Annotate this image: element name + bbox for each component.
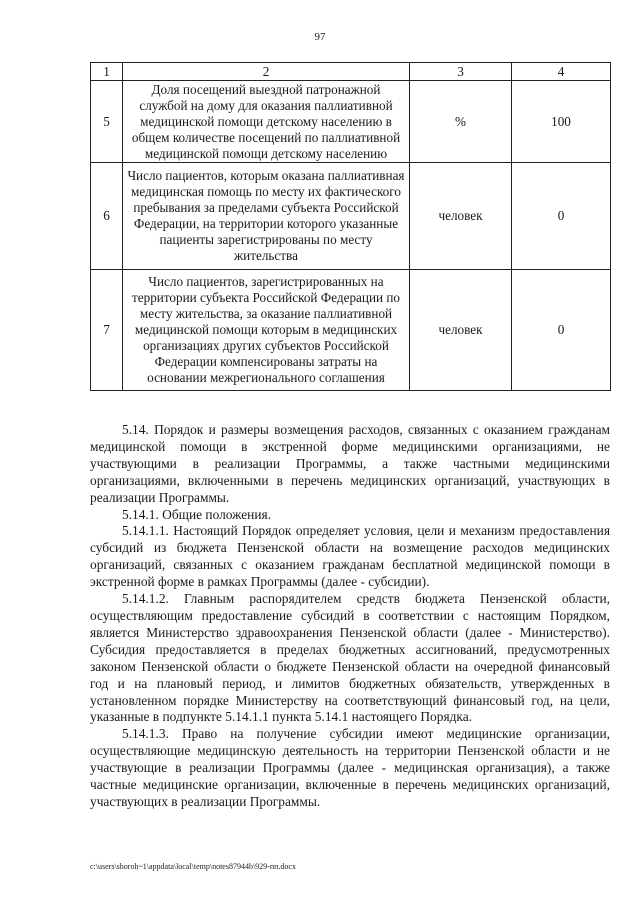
- row-unit: %: [410, 81, 512, 163]
- table-row: [91, 81, 611, 163]
- table-header-row: [91, 63, 611, 81]
- file-path-footer: c:\users\shoroh~1\appdata\local\temp\notes87944b\929-пп.docx: [90, 862, 296, 871]
- paragraph: 5.14.1.2. Главным распорядителем средств бюджета Пензенской области, осуществляющим предоставление субсидий в соответствии с настоящим Порядком, является Министерство здравоохранения Пензенской области (далее - Министерство). Субсидия предоставляется в пределах бюджетных ассигнований, предусмотренных законом Пензенской области о бюджете Пензенской области на очередной финансовый год и на плановый период, и лимитов бюджетных обязательств, утвержденных в установленном порядке Министерству на соответствующий финансовый год, на цели, указанные в подпункте 5.14.1.1 пункта 5.14.1 настоящего Порядка.: [90, 591, 610, 725]
- table-row: [91, 270, 611, 391]
- column-header: 2: [123, 63, 410, 81]
- row-description: Число пациентов, зарегистрированных на территории субъекта Российской Федерации по месту жительства, за оказание паллиативной медицинской помощи которым в медицинских организациях других субъектов Российской Федерации компенсированы затраты на основании межрегионального соглашения: [123, 270, 410, 391]
- column-header: 3: [410, 63, 512, 81]
- row-number: 6: [91, 163, 123, 270]
- paragraph: 5.14.1.1. Настоящий Порядок определяет условия, цели и механизм предоставления субсидий из бюджета Пензенской области на возмещение расходов медицинских организаций, связанных с оказанием гражданам бесплатной медицинской помощи в экстренной форме в рамках Программы (далее - субсидии).: [90, 523, 610, 590]
- indicators-table: [90, 62, 611, 391]
- table-row: [91, 163, 611, 270]
- row-value: 100: [512, 81, 611, 163]
- page-number: 97: [314, 31, 326, 43]
- paragraph: 5.14.1.3. Право на получение субсидии имеют медицинские организации, осуществляющие медицинскую деятельность на территории Пензенской области и не участвующие в реализации Программы (далее - медицинская организация), а также частные медицинские организации, включенные в перечень медицинских организаций, участвующих в реализации Программы.: [90, 726, 610, 809]
- paragraph: 5.14. Порядок и размеры возмещения расходов, связанных с оказанием гражданам медицинской помощи в экстренной форме медицинскими организациями, не участвующими в реализации Программы, а также частными медицинскими организациями, включенными в перечень медицинских организаций, участвующих в реализации Программы.: [90, 422, 610, 505]
- document-body: [90, 422, 610, 811]
- row-number: 5: [91, 81, 123, 163]
- paragraph: 5.14.1. Общие положения.: [122, 506, 272, 522]
- row-value: 0: [512, 163, 611, 270]
- column-header: 4: [512, 63, 611, 81]
- row-number: 7: [91, 270, 123, 391]
- column-header: 1: [91, 63, 123, 81]
- row-value: 0: [512, 270, 611, 391]
- row-description: Доля посещений выездной патронажной службой на дому для оказания паллиативной медицинской помощи детскому населению в общем количестве посещений по паллиативной медицинской помощи детскому населению: [123, 81, 410, 163]
- row-unit: человек: [410, 163, 512, 270]
- row-description: Число пациентов, которым оказана паллиативная медицинская помощь по месту их фактического пребывания за пределами субъекта Российской Федерации, на территории которого указанные пациенты зарегистрированы по месту жительства: [123, 163, 410, 270]
- row-unit: человек: [410, 270, 512, 391]
